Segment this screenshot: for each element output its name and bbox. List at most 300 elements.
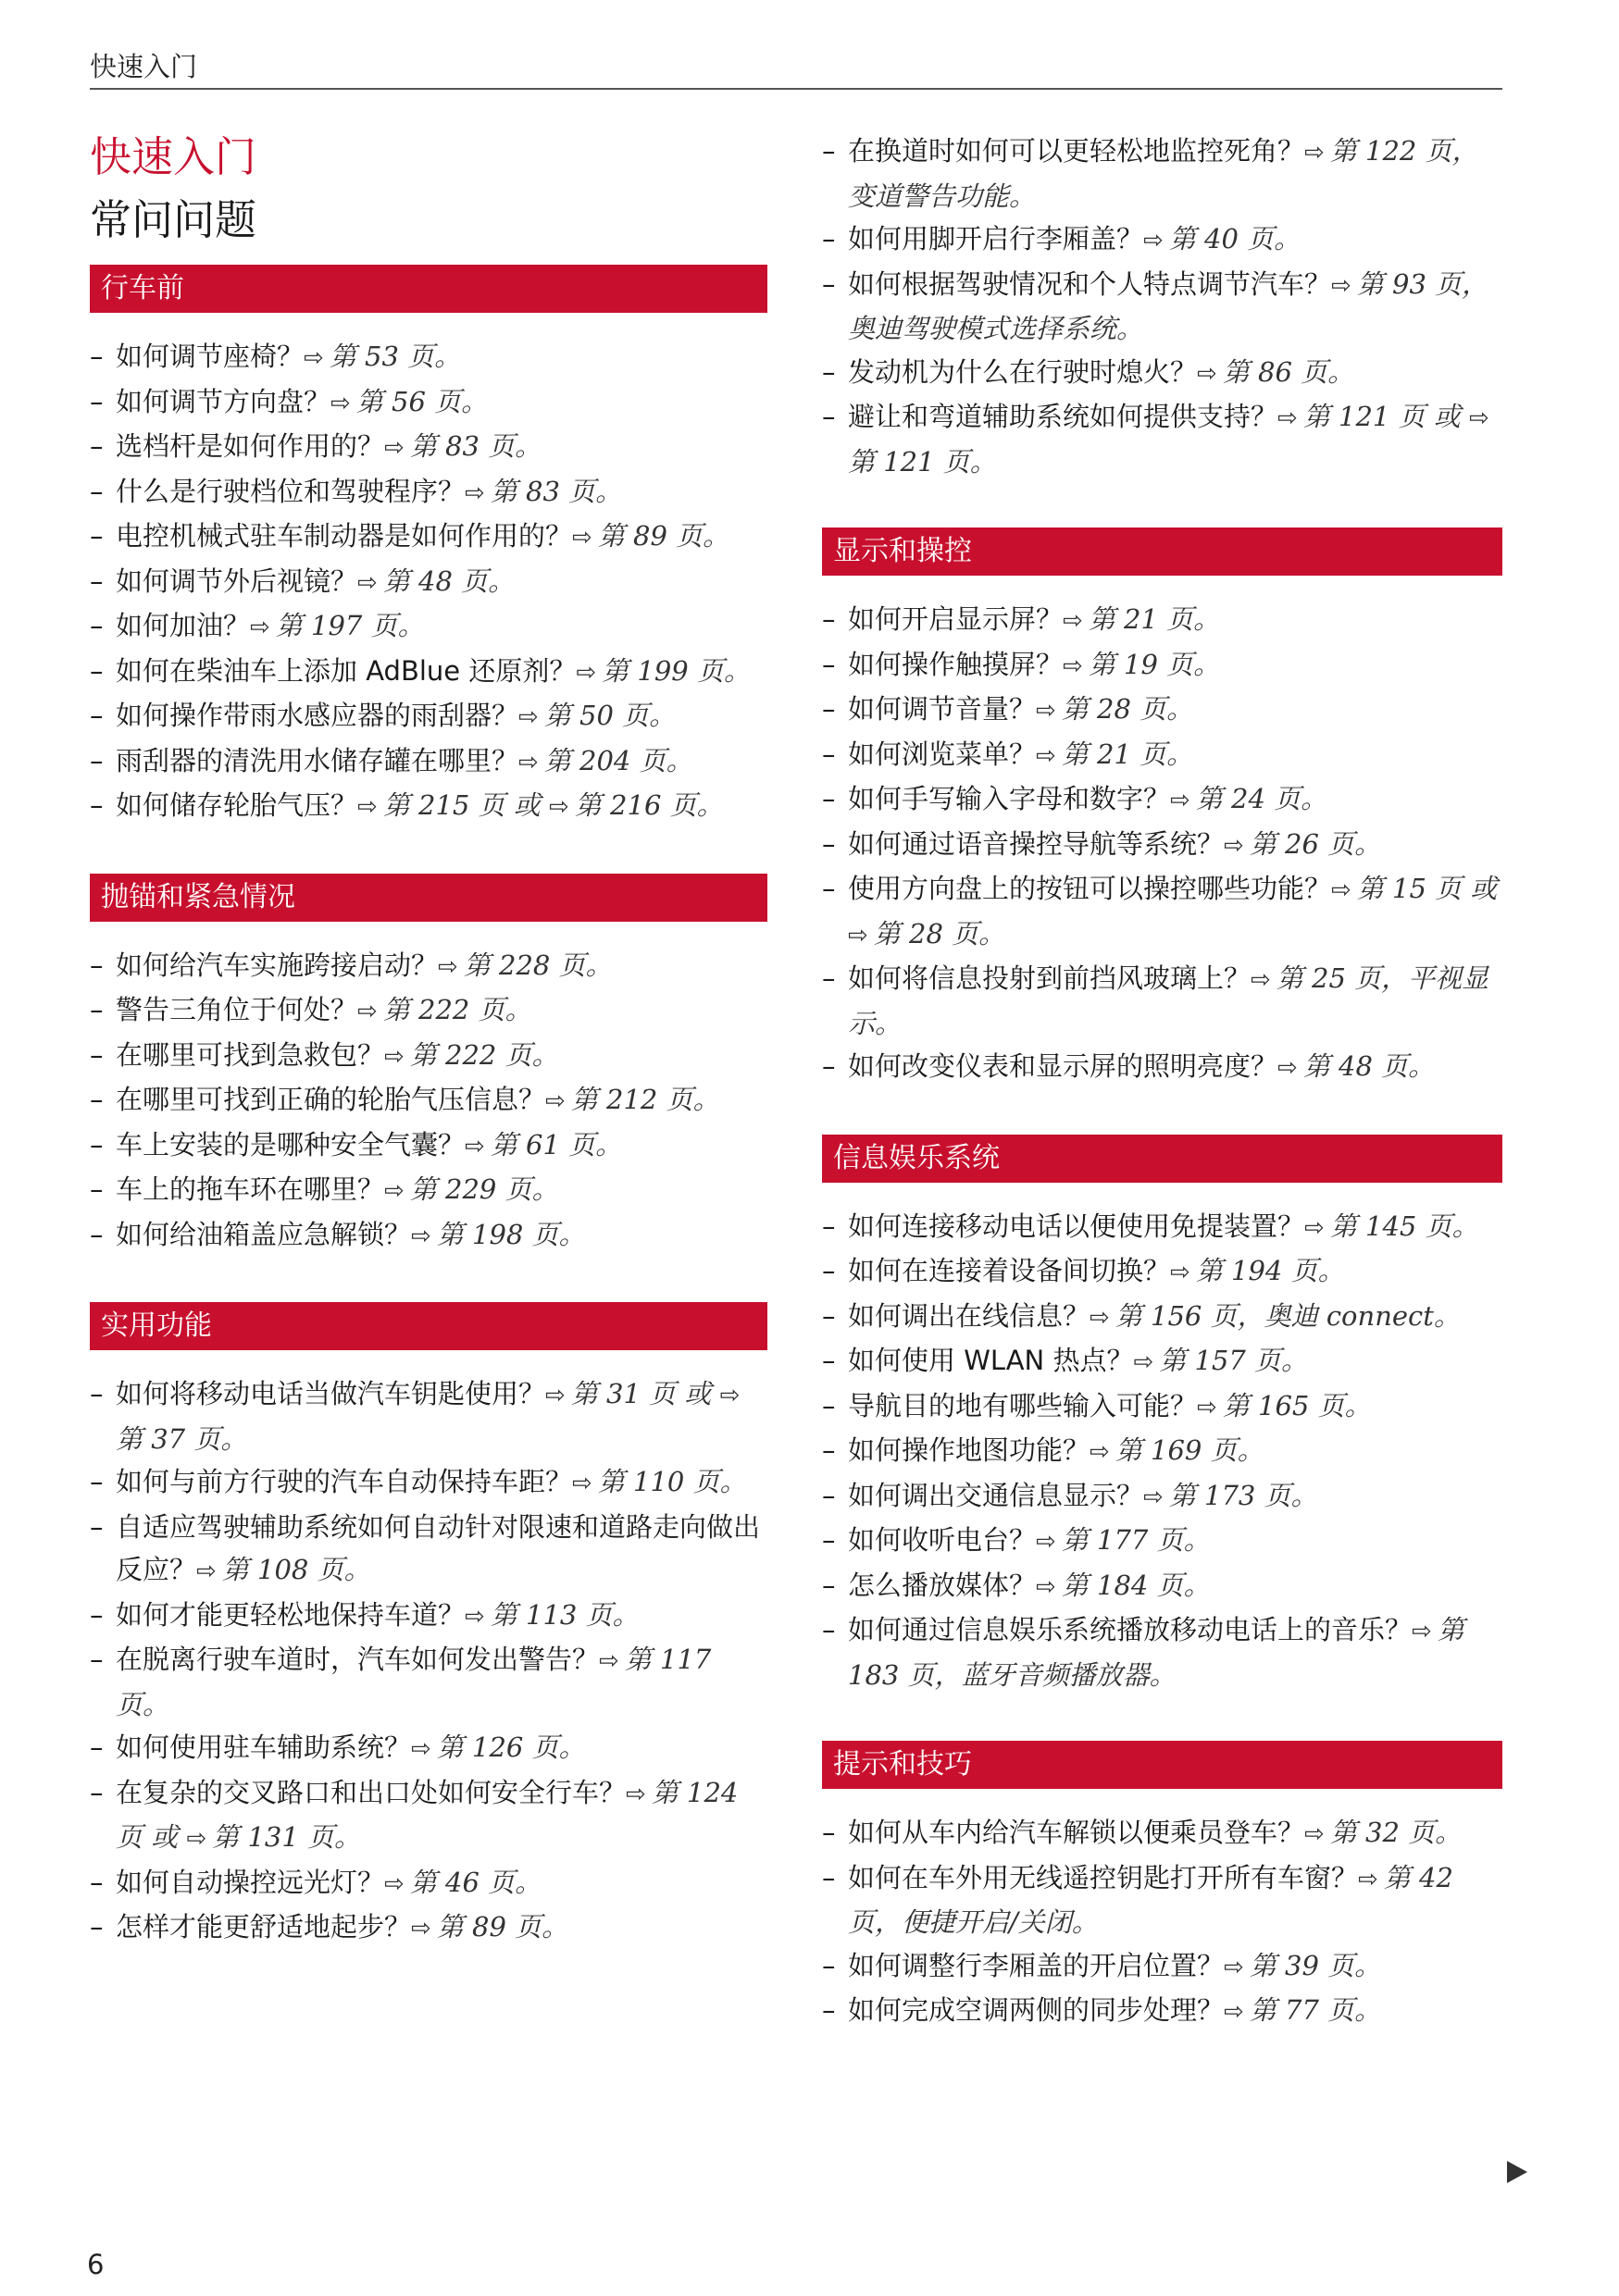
arrow-right-icon: ⇨	[465, 1602, 485, 1631]
reference-text: 第 156 页，奥迪 connect。	[1115, 1299, 1461, 1332]
faq-item	[822, 1811, 1502, 1856]
faq-question: 如何调节方向盘？	[116, 385, 331, 417]
reference-text: 第 199 页。	[602, 654, 751, 687]
page-reference-link[interactable]	[549, 789, 724, 821]
faq-question: 如何给汽车实施跨接启动？	[116, 949, 439, 981]
faq-question: 如何根据驾驶情况和个人特点调节汽车？	[848, 267, 1332, 300]
reference-text: 第 15 页 或	[1356, 873, 1498, 904]
faq-question: 如何操作触摸屏？	[848, 648, 1064, 680]
page-reference-link[interactable]	[384, 1039, 559, 1071]
page-reference-link[interactable]	[545, 1084, 720, 1115]
continued-list	[822, 130, 1502, 483]
arrow-right-icon: ⇨	[1251, 966, 1271, 994]
faq-question: 如何通过语音操控导航等系统？	[848, 827, 1225, 860]
section-heading: 行车前	[90, 265, 767, 313]
faq-item	[90, 944, 767, 989]
page-reference-link[interactable]	[1143, 223, 1301, 254]
reference-text: 第 86 页。	[1222, 355, 1355, 388]
faq-item	[90, 470, 767, 515]
arrow-right-icon: ⇨	[848, 921, 868, 949]
page-reference-link[interactable]	[384, 1173, 559, 1205]
reference-text: 第 184 页。	[1061, 1569, 1211, 1601]
faq-question: 如何储存轮胎气压？	[116, 789, 358, 821]
page-reference-link[interactable]	[196, 1554, 371, 1585]
faq-section	[90, 265, 767, 829]
reference-text: 第 165 页。	[1222, 1389, 1372, 1421]
reference-text: 第 222 页。	[409, 1038, 559, 1071]
page-reference-link[interactable]	[1304, 1817, 1462, 1848]
faq-item	[822, 395, 1502, 483]
arrow-right-icon: ⇨	[1063, 652, 1083, 680]
page-reference-link[interactable]	[330, 386, 488, 417]
faq-question: 避让和弯道辅助系统如何提供支持？	[848, 401, 1278, 432]
arrow-right-icon: ⇨	[549, 793, 569, 821]
reference-text: 第 40 页。	[1168, 223, 1301, 254]
header-rule	[90, 88, 1502, 90]
reference-text: 第 48 页。	[1302, 1050, 1436, 1082]
reference-text: 第 113 页。	[490, 1598, 640, 1631]
faq-item	[90, 1726, 767, 1771]
page-reference-link[interactable]	[1170, 783, 1327, 814]
arrow-right-icon: ⇨	[1304, 1820, 1325, 1848]
faq-question: 雨刮器的清洗用水储存罐在哪里？	[116, 744, 519, 776]
faq-item	[90, 1213, 767, 1259]
faq-question: 车上的拖车环在哪里？	[116, 1173, 385, 1205]
faq-item	[822, 130, 1502, 217]
reference-text: 第 19 页。	[1088, 648, 1221, 680]
reference-text: 第 177 页。	[1061, 1524, 1211, 1556]
reference-text: 第 126 页。	[436, 1731, 586, 1763]
page-reference-link[interactable]	[1063, 649, 1220, 680]
reference-text: 第 108 页。	[221, 1554, 371, 1585]
faq-item	[822, 351, 1502, 396]
page-reference-link[interactable]	[465, 476, 622, 507]
reference-text: 第 31 页 或	[570, 1378, 712, 1409]
arrow-right-icon: ⇨	[465, 1132, 485, 1160]
reference-text: 第 215 页 或	[382, 789, 541, 821]
faq-item	[822, 823, 1502, 868]
faq-item	[90, 1078, 767, 1123]
faq-item	[90, 335, 767, 380]
faq-question: 如何将移动电话当做汽车钥匙使用？	[116, 1378, 546, 1409]
page-reference-link[interactable]	[1224, 828, 1381, 860]
reference-text: 第 21 页。	[1061, 738, 1194, 770]
reference-text: 第 42 页，便捷开启/关闭。	[848, 1861, 1453, 1938]
page-reference-link[interactable]	[1197, 356, 1354, 388]
faq-question: 如何调整行李厢盖的开启位置？	[848, 1949, 1225, 1981]
section-heading: 显示和操控	[822, 527, 1502, 576]
faq-section	[822, 1135, 1502, 1697]
page-reference-link[interactable]	[411, 1731, 586, 1763]
arrow-right-icon: ⇨	[1036, 697, 1056, 725]
faq-question: 发动机为什么在行驶时熄火？	[848, 355, 1198, 388]
arrow-right-icon: ⇨	[357, 568, 378, 597]
reference-text: 第 50 页。	[543, 700, 677, 731]
faq-question: 如何才能更轻松地保持车道？	[116, 1598, 466, 1631]
page-reference-link[interactable]	[848, 918, 1005, 949]
arrow-right-icon: ⇨	[545, 1087, 566, 1115]
arrow-right-icon: ⇨	[1304, 1213, 1325, 1242]
arrow-right-icon: ⇨	[626, 1780, 646, 1808]
faq-question: 在哪里可找到急救包？	[116, 1038, 385, 1071]
reference-text: 第 39 页。	[1249, 1949, 1382, 1981]
arrow-right-icon: ⇨	[384, 1177, 405, 1205]
arrow-right-icon: ⇨	[576, 658, 597, 687]
reference-text: 第 26 页。	[1249, 827, 1382, 860]
reference-text: 第 28 页。	[1061, 693, 1194, 725]
faq-question: 如何操作地图功能？	[848, 1434, 1090, 1466]
reference-text: 第 222 页。	[382, 994, 532, 1025]
arrow-right-icon: ⇨	[357, 998, 378, 1025]
next-page-arrow-icon	[1507, 2161, 1527, 2183]
reference-text: 第 198 页。	[436, 1218, 586, 1250]
reference-text: 第 216 页。	[574, 789, 724, 821]
reference-text: 第 77 页。	[1249, 1994, 1382, 2026]
page-reference-link[interactable]	[518, 745, 693, 776]
faq-item	[822, 1045, 1502, 1090]
arrow-right-icon: ⇨	[518, 748, 539, 776]
faq-item	[90, 1034, 767, 1079]
faq-item	[822, 733, 1502, 778]
faq-question: 如何调节外后视镜？	[116, 565, 358, 597]
section-heading: 提示和技巧	[822, 1741, 1502, 1789]
page-reference-link[interactable]	[1277, 401, 1461, 432]
page-reference-link[interactable]	[1143, 1480, 1318, 1511]
running-head: 快速入门	[90, 51, 198, 82]
arrow-right-icon: ⇨	[1143, 1483, 1164, 1511]
faq-question: 如何完成空调两侧的同步处理？	[848, 1994, 1225, 2026]
arrow-right-icon: ⇨	[1170, 787, 1190, 814]
faq-item	[90, 739, 767, 785]
faq-item	[90, 604, 767, 650]
faq-list	[822, 1205, 1502, 1697]
faq-question: 如何将信息投射到前挡风玻璃上？	[848, 962, 1252, 994]
page-reference-link[interactable]	[1036, 1570, 1211, 1601]
faq-item	[822, 1944, 1502, 1990]
page-reference-link[interactable]	[384, 430, 542, 462]
arrow-right-icon: ⇨	[1412, 1618, 1432, 1645]
faq-item	[822, 217, 1502, 263]
page-reference-link[interactable]	[438, 949, 613, 981]
faq-item	[90, 1506, 767, 1594]
faq-item	[90, 1905, 767, 1951]
arrow-right-icon: ⇨	[518, 703, 539, 731]
reference-text: 第 145 页。	[1329, 1210, 1479, 1242]
page-reference-link[interactable]	[1197, 1390, 1372, 1421]
page-reference-link[interactable]	[1277, 1050, 1435, 1082]
page-reference-link[interactable]	[411, 1911, 568, 1942]
faq-question: 如何浏览菜单？	[848, 738, 1037, 770]
page-reference-link[interactable]	[1170, 1255, 1345, 1286]
continued-section	[822, 130, 1502, 483]
faq-list	[822, 598, 1502, 1090]
left-column	[90, 130, 767, 1995]
arrow-right-icon: ⇨	[1036, 1528, 1056, 1556]
faq-section	[90, 874, 767, 1259]
faq-question: 如何使用驻车辅助系统？	[116, 1731, 412, 1763]
arrow-right-icon: ⇨	[1143, 227, 1164, 254]
faq-question: 电控机械式驻车制动器是如何作用的？	[116, 520, 573, 552]
reference-text: 第 121 页 或	[1302, 401, 1461, 432]
faq-item	[822, 688, 1502, 733]
page-reference-link[interactable]	[1224, 1994, 1381, 2026]
page-reference-link[interactable]	[1063, 603, 1220, 635]
arrow-right-icon: ⇨	[196, 1558, 217, 1585]
arrow-right-icon: ⇨	[545, 1382, 566, 1409]
arrow-right-icon: ⇨	[330, 389, 351, 417]
faq-question: 导航目的地有哪些输入可能？	[848, 1389, 1198, 1421]
page-reference-link[interactable]	[572, 1466, 747, 1497]
faq-item	[822, 643, 1502, 689]
faq-question: 如何用脚开启行李厢盖？	[848, 223, 1144, 254]
faq-item	[822, 1608, 1502, 1696]
faq-question: 自适应驾驶辅助系统如何自动针对限速和道路走向做出反应？	[116, 1510, 761, 1585]
faq-item	[90, 560, 767, 605]
arrow-right-icon: ⇨	[384, 1042, 405, 1071]
faq-section	[822, 527, 1502, 1090]
reference-text: 第 173 页。	[1168, 1479, 1318, 1511]
faq-section	[90, 1302, 767, 1951]
faq-question: 如何操作带雨水感应器的雨刮器？	[116, 700, 519, 731]
reference-text: 第 89 页。	[597, 520, 730, 552]
page-reference-link[interactable]	[1304, 1210, 1479, 1242]
page-reference-link[interactable]	[1036, 1524, 1211, 1556]
page-reference-link[interactable]	[384, 1867, 542, 1898]
page-reference-link[interactable]	[411, 1219, 586, 1250]
right-column	[822, 130, 1502, 2079]
section-heading: 抛锚和紧急情况	[90, 874, 767, 922]
arrow-right-icon: ⇨	[1224, 1998, 1244, 2026]
page-reference-link[interactable]	[1224, 1950, 1381, 1981]
faq-item	[822, 1856, 1502, 1944]
reference-text: 第 212 页。	[570, 1084, 720, 1115]
arrow-right-icon: ⇨	[1063, 607, 1083, 635]
arrow-right-icon: ⇨	[1090, 1438, 1110, 1466]
faq-question: 如何连接移动电话以便使用免提装置？	[848, 1210, 1305, 1242]
faq-item	[90, 1771, 767, 1861]
arrow-right-icon: ⇨	[411, 1915, 431, 1942]
arrow-right-icon: ⇨	[572, 1470, 592, 1497]
faq-item	[90, 988, 767, 1034]
arrow-right-icon: ⇨	[1358, 1865, 1378, 1893]
section-heading: 信息娱乐系统	[822, 1135, 1502, 1183]
arrow-right-icon: ⇨	[1469, 404, 1489, 432]
faq-item	[90, 1594, 767, 1639]
page-reference-link[interactable]	[250, 610, 425, 641]
page-reference-link[interactable]	[304, 341, 461, 372]
faq-question: 如何开启显示屏？	[848, 603, 1064, 635]
arrow-right-icon: ⇨	[304, 344, 324, 372]
page-reference-link[interactable]	[357, 789, 541, 821]
arrow-right-icon: ⇨	[599, 1647, 619, 1675]
arrow-right-icon: ⇨	[1133, 1348, 1154, 1376]
left-sections	[90, 265, 767, 1951]
faq-item	[90, 650, 767, 695]
faq-question: 车上安装的是哪种安全气囊？	[116, 1128, 466, 1160]
reference-text: 第 25 页，平视显示。	[848, 962, 1489, 1039]
faq-item	[822, 1295, 1502, 1340]
faq-item	[822, 263, 1502, 351]
faq-question: 如何给油箱盖应急解锁？	[116, 1218, 412, 1250]
faq-item	[822, 1339, 1502, 1384]
faq-list	[90, 944, 767, 1259]
arrow-right-icon: ⇨	[1036, 741, 1056, 770]
faq-question: 在脱离行驶车道时，汽车如何发出警告？	[116, 1644, 600, 1675]
arrow-right-icon: ⇨	[1304, 139, 1325, 167]
arrow-right-icon: ⇨	[438, 952, 458, 981]
page-number: 6	[87, 2249, 105, 2280]
faq-item	[90, 1168, 767, 1213]
reference-text: 第 46 页。	[409, 1866, 542, 1898]
reference-text: 第 89 页。	[436, 1911, 569, 1942]
reference-text: 第 183 页，蓝牙音频播放器。	[848, 1614, 1464, 1691]
faq-item	[90, 1372, 767, 1460]
page-reference-link[interactable]	[357, 565, 515, 597]
reference-text: 第 56 页。	[355, 385, 489, 417]
chapter-title: 快速入门	[90, 132, 257, 181]
reference-text: 第 37 页。	[116, 1422, 248, 1455]
arrow-right-icon: ⇨	[1197, 1393, 1217, 1421]
arrow-right-icon: ⇨	[384, 434, 405, 462]
faq-question: 什么是行驶档位和驾驶程序？	[116, 475, 466, 507]
arrow-right-icon: ⇨	[1197, 359, 1217, 388]
arrow-right-icon: ⇨	[1224, 831, 1244, 860]
reference-text: 第 157 页。	[1159, 1345, 1309, 1376]
faq-item	[822, 1989, 1502, 2034]
reference-text: 第 61 页。	[490, 1128, 623, 1160]
reference-text: 第 32 页。	[1329, 1817, 1463, 1848]
reference-text: 第 194 页。	[1195, 1255, 1345, 1286]
arrow-right-icon: ⇨	[1331, 876, 1351, 904]
faq-question: 如何在车外用无线遥控钥匙打开所有车窗？	[848, 1861, 1359, 1893]
reference-text: 第 131 页。	[212, 1821, 362, 1853]
faq-question: 如何手写输入字母和数字？	[848, 783, 1171, 814]
faq-item	[822, 777, 1502, 823]
faq-question: 如何自动操控远光灯？	[116, 1866, 385, 1898]
arrow-right-icon: ⇨	[1277, 1054, 1298, 1082]
reference-text: 第 48 页。	[382, 565, 516, 597]
page-reference-link[interactable]	[465, 1599, 640, 1631]
faq-item	[822, 1519, 1502, 1564]
page-reference-link[interactable]	[545, 1378, 711, 1409]
faq-item	[90, 1861, 767, 1906]
page-reference-link[interactable]	[1090, 1434, 1264, 1466]
section-heading: 实用功能	[90, 1302, 767, 1350]
faq-item	[822, 598, 1502, 643]
reference-text: 第 24 页。	[1195, 783, 1328, 814]
page-reference-link[interactable]	[357, 994, 532, 1025]
right-sections	[822, 527, 1502, 2034]
reference-text: 第 197 页。	[275, 610, 425, 641]
faq-item	[90, 1123, 767, 1169]
arrow-right-icon: ⇨	[411, 1222, 431, 1250]
faq-list	[90, 335, 767, 829]
faq-item	[822, 1429, 1502, 1474]
page-reference-link[interactable]	[576, 655, 751, 687]
faq-question: 选档杆是如何作用的？	[116, 430, 385, 462]
reference-text: 第 83 页。	[409, 430, 542, 462]
reference-text: 第 229 页。	[409, 1173, 559, 1205]
arrow-right-icon: ⇨	[719, 1382, 741, 1409]
arrow-right-icon: ⇨	[384, 1869, 405, 1898]
arrow-right-icon: ⇨	[1170, 1259, 1190, 1286]
faq-item	[90, 1638, 767, 1726]
page-subtitle: 常问问题	[90, 195, 257, 244]
faq-question: 如何调出在线信息？	[848, 1299, 1090, 1332]
faq-question: 怎样才能更舒适地起步？	[116, 1911, 412, 1942]
faq-question: 警告三角位于何处？	[116, 994, 358, 1025]
faq-question: 如何与前方行驶的汽车自动保持车距？	[116, 1466, 573, 1497]
reference-text: 第 169 页。	[1115, 1434, 1264, 1466]
page-reference-link[interactable]	[518, 700, 676, 731]
faq-item	[822, 1205, 1502, 1250]
faq-question: 如何调节座椅？	[116, 341, 305, 372]
page-reference-link[interactable]	[465, 1129, 622, 1160]
arrow-right-icon: ⇨	[1224, 1953, 1244, 1981]
faq-item	[822, 1474, 1502, 1520]
faq-question: 如何从车内给汽车解锁以便乘员登车？	[848, 1817, 1305, 1848]
arrow-right-icon: ⇨	[572, 524, 592, 552]
reference-text: 第 124 页 或	[116, 1776, 739, 1853]
page-reference-link[interactable]	[1331, 873, 1497, 904]
faq-list	[822, 1811, 1502, 2034]
arrow-right-icon: ⇨	[1277, 404, 1298, 432]
faq-item	[822, 867, 1502, 957]
faq-question: 如何改变仪表和显示屏的照明亮度？	[848, 1050, 1278, 1082]
faq-item	[90, 425, 767, 470]
arrow-right-icon: ⇨	[1090, 1303, 1110, 1332]
reference-text: 第 53 页。	[329, 341, 462, 372]
faq-item	[90, 784, 767, 829]
faq-question: 如何使用 WLAN 热点？	[848, 1345, 1134, 1376]
reference-text: 第 93 页，奥迪驾驶模式选择系统。	[848, 267, 1489, 344]
faq-question: 使用方向盘上的按钮可以操控哪些功能？	[848, 873, 1332, 904]
arrow-right-icon: ⇨	[411, 1735, 431, 1763]
faq-question: 在哪里可找到正确的轮胎气压信息？	[116, 1084, 546, 1115]
faq-question: 如何在柴油车上添加 AdBlue 还原剂？	[116, 654, 577, 687]
reference-text: 第 28 页。	[873, 917, 1006, 949]
page-reference-link[interactable]	[1036, 738, 1193, 770]
faq-section	[822, 1741, 1502, 2034]
page-reference-link[interactable]	[1090, 1300, 1461, 1332]
faq-list	[90, 1372, 767, 1951]
faq-item	[90, 515, 767, 560]
faq-item	[822, 1249, 1502, 1295]
faq-question: 怎么播放媒体？	[848, 1569, 1037, 1601]
arrow-right-icon: ⇨	[186, 1825, 207, 1853]
reference-text: 第 204 页。	[543, 744, 693, 776]
reference-text: 第 83 页。	[490, 475, 623, 507]
page-reference-link[interactable]	[1133, 1345, 1308, 1376]
faq-question: 如何收听电台？	[848, 1524, 1037, 1556]
reference-text: 第 110 页。	[597, 1466, 747, 1497]
faq-question: 如何加油？	[116, 610, 251, 641]
page-reference-link[interactable]	[572, 520, 729, 552]
faq-question: 如何通过信息娱乐系统播放移动电话上的音乐？	[848, 1614, 1413, 1645]
arrow-right-icon: ⇨	[1331, 271, 1351, 300]
reference-text: 第 228 页。	[463, 949, 613, 981]
page-reference-link[interactable]	[1036, 693, 1193, 725]
faq-question: 在换道时如何可以更轻松地监控死角？	[848, 135, 1305, 167]
arrow-right-icon: ⇨	[1036, 1572, 1056, 1601]
arrow-right-icon: ⇨	[357, 793, 378, 821]
faq-item	[822, 1564, 1502, 1609]
reference-text: 第 122 页，变道警告功能。	[848, 135, 1479, 212]
page-reference-link[interactable]	[186, 1821, 361, 1853]
faq-question: 如何调出交通信息显示？	[848, 1479, 1144, 1511]
faq-item	[90, 1460, 767, 1506]
faq-question: 在复杂的交叉路口和出口处如何安全行车？	[116, 1776, 627, 1808]
